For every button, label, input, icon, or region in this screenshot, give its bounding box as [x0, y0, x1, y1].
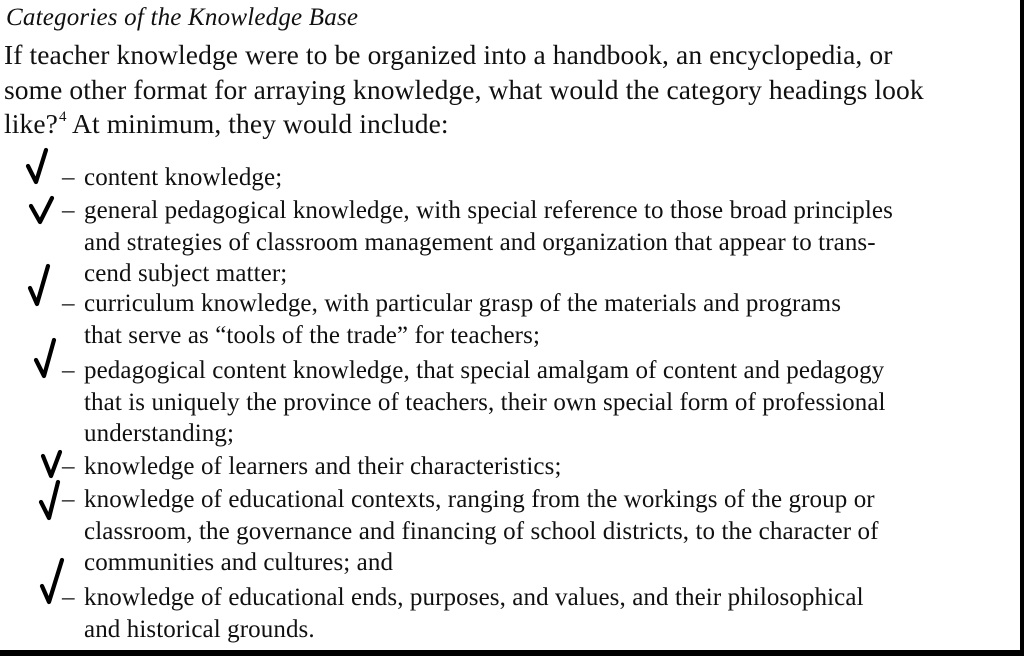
list-item-line: and strategies of classroom management and organization that appear to trans- [84, 228, 876, 256]
list-item-line: content knowledge; [84, 164, 283, 191]
list-item-line: pedagogical content knowledge, that special amalgam of content and pedagogy [84, 357, 885, 384]
list-item-line: and historical grounds. [84, 615, 315, 643]
handwritten-check-icon [26, 262, 66, 308]
list-item [62, 355, 886, 450]
scan-border-right [1020, 0, 1024, 656]
list-item-line: knowledge of educational ends, purposes, and values, and their philosophical [84, 584, 864, 611]
list-dash: – [62, 486, 75, 513]
list-item-line: classroom, the governance and financing of school districts, to the character of [84, 517, 879, 545]
handwritten-check-icon [24, 146, 64, 192]
list-item-line: curriculum knowledge, with particular grasp of the materials and programs [84, 290, 842, 317]
scan-border-bottom [0, 650, 1024, 656]
footnote-marker: 4 [58, 109, 67, 125]
list-dash: – [62, 453, 75, 480]
list-item [62, 582, 864, 645]
list-dash: – [62, 164, 75, 191]
list-item-line: knowledge of educational contexts, ranging from the workings of the group or [84, 486, 875, 513]
list-dash: – [62, 584, 75, 611]
list-item [62, 484, 879, 579]
intro-line-3-end: At minimum, they would include: [66, 108, 449, 139]
intro-paragraph [4, 38, 1014, 142]
section-heading: Categories of the Knowledge Base [6, 4, 359, 31]
list-item [62, 451, 562, 483]
list-item [62, 288, 841, 351]
intro-line-2: some other format for arraying knowledge, what would the category headings look [4, 73, 924, 105]
list-item [62, 162, 282, 194]
list-item [62, 195, 893, 290]
list-item-line: that serve as “tools of the trade” for teachers; [84, 321, 540, 349]
intro-line-3 [4, 107, 1014, 142]
intro-line-3-start: like? [4, 108, 58, 139]
list-dash: – [62, 290, 75, 317]
list-item-line: cend subject matter; [84, 260, 288, 287]
list-dash: – [62, 357, 75, 384]
list-dash: – [62, 197, 75, 224]
list-item-line: that is uniquely the province of teachers, their own special form of professional [84, 388, 886, 416]
list-item-line: general pedagogical knowledge, with special reference to those broad principles [84, 197, 893, 224]
list-item-line: understanding; [84, 420, 234, 447]
list-item-line: communities and cultures; and [84, 549, 394, 576]
intro-line-1: If teacher knowledge were to be organized into a handbook, an encyclopedia, or [4, 39, 893, 70]
list-item-line: knowledge of learners and their characteristics; [84, 453, 562, 480]
